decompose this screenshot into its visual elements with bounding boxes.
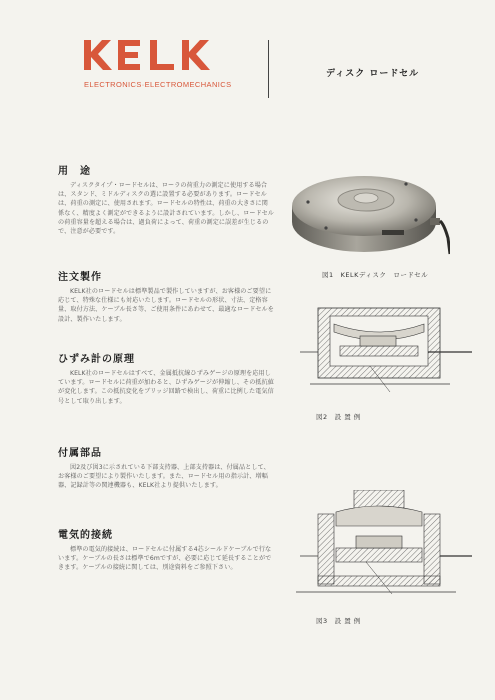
section-electrical [58, 526, 274, 573]
kelk-logo-mark [84, 40, 234, 70]
kelk-logo [84, 40, 234, 70]
section-custom-order [58, 268, 274, 324]
installation-diagram-2 [296, 490, 478, 600]
section-body: ディスクタイプ・ロードセルは、ローラの荷重力の測定に使用する場合は、スタンド、ミドルディスクの選に設置する必要があります。ロードセルは、荷重の測定に、使用されます。ロードセルの特性は、荷重の大きさに関係なく、精度よく測定ができるように設計されています。しかし、ロードセルの荷重容量を超える場合は、過負荷によって、荷重の測定に誤差が生じるので、注意が必要です。 [58, 182, 274, 236]
load-cell-photo [286, 158, 450, 266]
figure-1-caption: 図1 KELKディスク ロードセル [322, 271, 429, 279]
section-accessories [58, 444, 274, 491]
section-body: 図2及び図3に示されている下部支持器、上部支持器は、付属品として、お客様のご要望により製作いたします。また、ロードセル用の指示計、増幅器、記録計等の関連機器も、KELK社より提供いたします。 [58, 464, 270, 490]
section-heading: 注文製作 [58, 272, 102, 283]
header-divider [268, 40, 269, 98]
installation-diagram-1 [300, 300, 478, 396]
section-body: KELK社のロードセルは標準製品で製作していますが、お客様のご要望に応じて、特殊な仕様にも対応いたします。ロードセルの形状、寸法、定格容量、取付方法、ケーブル長さ等、ご使用条件にあわせて、最適なロードセルを設計、製作いたします。 [58, 288, 274, 323]
section-usage [58, 162, 274, 236]
section-body: 標準の電気的接続は、ロードセルに付属する4芯シールドケーブルで行ないます。ケーブルの長さは標準で6mですが、必要に応じて延長することができます。ケーブルの接続に関しては、別途資料をご参照下さい。 [58, 546, 272, 572]
section-heading: 電気的接続 [58, 530, 113, 541]
document-title: ディスク ロードセル [326, 69, 420, 79]
figure-2-caption: 図2 設 置 例 [316, 413, 361, 421]
section-body: KELK社のロードセルはすべて、金属抵抗線ひずみゲージの原理を応用しています。ロードセルに荷重が加わると、ひずみゲージが伸縮し、その抵抗値が変化します。この抵抗変化をブリッジ回路で検出し、荷重に比例した電気信号として取り出します。 [58, 370, 274, 405]
figure-3-caption: 図3 設 置 例 [316, 617, 361, 625]
logo-subtitle: ELECTRONICS·ELECTROMECHANICS [84, 80, 232, 89]
section-strain-principle [58, 350, 274, 406]
section-heading: ひずみ計の原理 [58, 354, 135, 365]
section-heading: 付属部品 [58, 448, 102, 459]
section-heading: 用 途 [58, 166, 91, 177]
